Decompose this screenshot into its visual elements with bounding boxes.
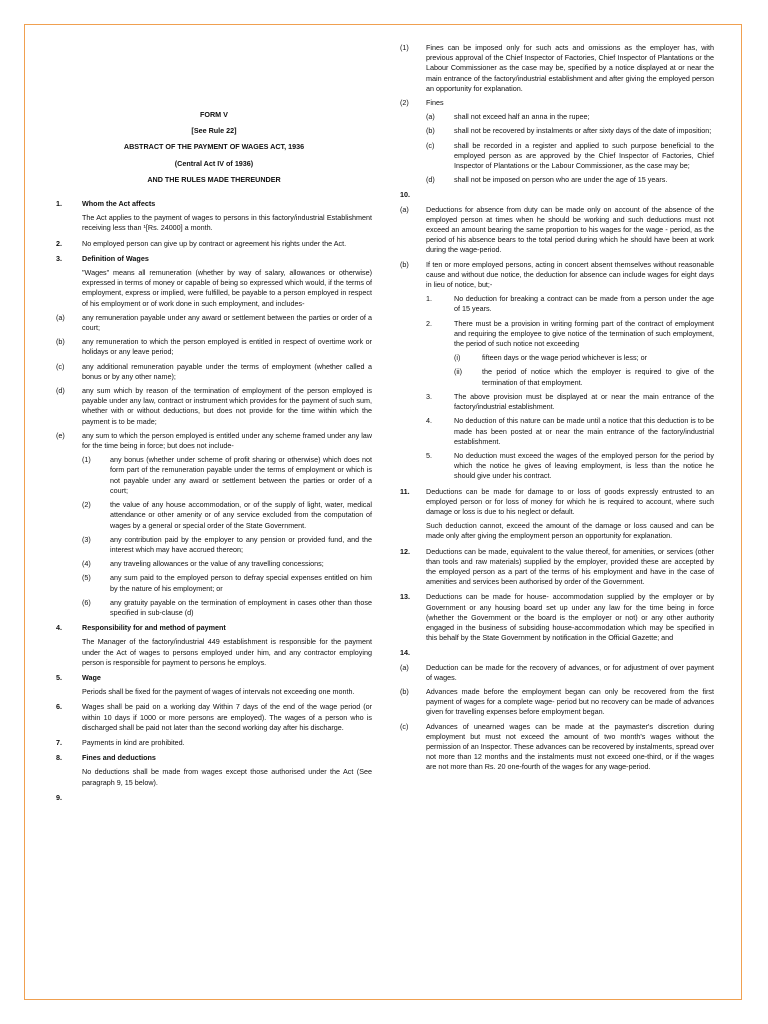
section-14 [400,648,714,658]
document-title: ABSTRACT OF THE PAYMENT OF WAGES ACT, 1936 [123,142,305,152]
section-number: 6. [56,702,62,712]
list-item [426,319,714,350]
item-label: 4. [426,416,432,426]
section-10b [400,260,714,291]
rule-reference: [See Rule 22] [191,126,237,136]
section-number: 2. [56,238,62,248]
section-10 [400,190,714,200]
item-text: No deduction of this nature can be made until a notice that this deduction is to be made has been posted at or near the main entrance of the factory/industrial establishment. [454,416,714,446]
section-8 [56,753,372,788]
section-text: Such deduction cannot, exceed the amount of the damage or loss caused and can be made only after giving the employment person an opportunity for explanation. [426,521,714,541]
item-text: There must be a provision in writing forming part of the contract of employment and requiring the employee to give notice of the termination of such employment, the period of such notice not exceeding [454,318,714,349]
list-item [56,313,372,333]
section-title: Responsibility for and method of payment [82,623,226,633]
list-item [426,141,714,172]
item-label: 3. [426,391,432,401]
list-item [454,367,714,387]
item-text: any sum to which the person employed is entitled under any scheme framed under any law for the time being in force; but does not include- [82,430,372,451]
section-title: Fines and deductions [82,753,156,763]
section-number: 1. [56,199,62,209]
section-title: Definition of Wages [82,253,149,263]
list-item [426,294,714,314]
item-label: (d) [426,175,435,185]
section-number: 7. [56,737,62,747]
section-10a [400,205,714,256]
wage-exclusions-list [82,455,372,618]
section-number: 13. [400,592,410,602]
list-item [56,362,372,382]
section-11 [400,487,714,542]
list-item [82,500,372,531]
item-label: 5. [426,450,432,460]
section-number: 8. [56,753,62,763]
item-label: (a) [56,312,65,322]
list-item [400,663,714,683]
section-1 [56,199,372,234]
section-number: 11. [400,486,410,496]
item-text: any remuneration to which the person employed is entitled in respect of overtime work or holidays or any leave period; [82,337,372,357]
item-text: any traveling allowances or the value of any travelling concessions; [110,559,324,569]
item-text: fifteen days or the wage period whichever is less; or [482,353,647,363]
list-item [400,687,714,718]
section-text: Wages shall be paid on a working day Within 7 days of the end of the wage period (or within 10 days if 1000 or more persons are employed). The wages of a person who is discharged shall be paid not later than the second working day after his discharge. [82,702,372,732]
list-item [426,126,714,136]
list-item [56,431,372,451]
item-label: (ii) [454,367,462,377]
item-label: (a) [400,204,409,214]
list-item [82,598,372,618]
list-item [82,535,372,555]
item-text: Fines [426,98,444,108]
section-text: Deductions can be made, equivalent to the value thereof, for amenities, or services (other than tools and raw materials) supplied by the employer, provided these are accepted by the employed person as a part of the terms of his employment and have in the case of amenities and services been authorised by order of the Government. [426,546,714,587]
section-text: No deductions shall be made from wages except those authorised under the Act (See paragraph 9, 15 below). [82,767,372,787]
section-2 [56,239,372,249]
fines-clause-2 [400,98,714,108]
section-text: "Wages" means all remuneration (whether by way of salary, allowances or otherwise) expressed in terms of money or capable of being so expressed which would, if the terms of employment, express or implied, were fulfilled, be payable to a person employed in respect of his employment or of work done in such employment, and includes- [82,268,372,308]
item-label: (i) [454,353,461,363]
section-number: 12. [400,546,410,556]
item-text: the value of any house accommodation, or of the supply of light, water, medical attendance or other amenity or of any service excluded from the computation of wages by a general or special order of the State Government. [110,500,372,530]
item-label: (2) [82,500,91,510]
section-5 [56,673,372,697]
item-text: No deduction for breaking a contract can be made from a person under the age of 15 years. [454,294,714,314]
section-text: The Manager of the factory/industrial 449 establishment is responsible for the payment under the Act of wages to persons employed under him, and any contractor employing person is responsible for payment to persons he employs. [82,637,372,667]
section-text: Deductions can be made for house- accommodation supplied by the employer or by Government or any housing board set up under any law for the time being in force (whether the Government or the board is the employer or not) or any other authority engaged in the business of subsiding house-accommodation which may be specified in this behalf by the State Government by notification in the Official Gazette; and [426,592,714,643]
item-label: (b) [400,259,409,269]
item-label: (b) [426,126,435,136]
item-label: (2) [400,98,409,108]
fines-clause-1 [400,43,714,94]
item-label: (4) [82,559,91,569]
item-label: (1) [400,43,409,52]
section-3 [56,254,372,309]
section-number: 9. [56,792,62,802]
item-text: Fines can be imposed only for such acts and omissions as the employer has, with previous approval of the Chief Inspector of Factories, Chief Inspector of Plantations or the Labour Commissioner as the case may be, specified by a notice displayed at or near the main entrance of the factory/industrial establishment and after giving the employed person an opportunity for explanation. [426,43,714,93]
right-column [400,43,714,773]
list-item [56,386,372,427]
list-item [82,573,372,593]
section-number: 4. [56,623,62,633]
item-label: (c) [400,721,409,731]
item-label: (b) [400,686,409,696]
item-label: (a) [426,112,435,122]
section-9 [56,793,372,803]
form-number: FORM V [200,110,228,119]
item-text: shall not exceed half an anna in the rupee; [454,112,590,122]
contract-rules-list [426,294,714,481]
list-item [426,416,714,447]
section-title: Wage [82,672,101,682]
list-item [400,722,714,773]
item-label: (d) [56,386,65,396]
item-label: (e) [56,430,65,440]
section-number: 5. [56,672,62,682]
section-text: Periods shall be fixed for the payment of wages of intervals not exceeding one month. [82,687,355,697]
section-12 [400,547,714,588]
notice-period-list [454,353,714,388]
item-text: any gratuity payable on the termination of employment in cases other than those specified in sub-clause (d) [110,597,372,617]
fines-list [426,112,714,185]
section-title: Whom the Act affects [82,199,156,209]
item-label: (a) [400,662,409,672]
item-text: any sum which by reason of the termination of employment of the person employed is payable under any law, contract or instrument which provides for the payment of such sum, whether with or without deductions, but does not provide for the time within which the payment is to be made; [82,386,372,426]
section-6 [56,702,372,733]
item-text: the period of notice which the employer is required to give of the termination of that employment. [482,367,714,387]
section-number: 14. [400,648,410,658]
list-item [56,337,372,357]
item-text: The above provision must be displayed at or near the main entrance of the factory/industrial establishment. [454,391,714,412]
item-text: If ten or more employed persons, acting in concert absent themselves without reasonable cause and without due notice, the deduction for absence can include wages for eight days in lieu of notice, but;- [426,259,714,290]
section-number: 3. [56,253,62,263]
item-label: (5) [82,573,91,583]
act-reference: (Central Act IV of 1936) [174,158,254,168]
item-label: (c) [56,361,65,371]
section-13 [400,592,714,643]
section-text: Deductions can be made for damage to or loss of goods expressly entrusted to an employed person or for loss of money for which he is required to account, where such damage or loss is due to his neglect or default. [426,486,714,516]
section-number: 10. [400,190,410,200]
list-item [426,112,714,122]
item-text: No deduction must exceed the wages of the employed person for the period by which the notice he gives of leaving employment, is less than the notice he should give under his contract. [454,450,714,481]
left-column [56,110,372,803]
section-text: The Act applies to the payment of wages to persons in this factory/industrial Establishment receiving less than ¹[Rs. 24000] a month. [82,213,372,233]
item-text: any additional remuneration payable under the terms of employment (whether called a bonus or by any other name); [82,361,372,381]
item-label: (6) [82,597,91,607]
item-text: shall be recorded in a register and applied to such purpose beneficial to the employed person as are approved by the Chief Inspector of Factories, Chief Inspector of Plantations or the Labour Commissioner, as the case may be; [454,140,714,171]
item-label: (c) [426,140,435,150]
item-text: any remuneration payable under any award or settlement between the parties or order of a court; [82,312,372,333]
advances-list [400,663,714,773]
item-text: Advances made before the employment began can only be recovered from the first payment of wages for a complete wage- period but no recovery can be made of advances given for travelling expenses before employment began. [426,686,714,717]
item-text: Deductions for absence from duty can be made only on account of the absence of the employed person at times when he should be working and such deductions must not exceed an amount bearing the same proportion to his wages for the wage - period, as the period of his absence bears to the total period during which he should have been at work during the wage-period. [426,204,714,255]
section-text: Payments in kind are prohibited. [82,737,185,747]
item-label: (b) [56,337,65,347]
item-label: 1. [426,294,432,304]
list-item [82,455,372,496]
rules-subtitle: AND THE RULES MADE THEREUNDER [147,174,281,184]
item-text: any contribution paid by the employer to any pension or provided fund, and the interest which may have accrued thereon; [110,534,372,554]
item-text: Deduction can be made for the recovery of advances, or for adjustment of over payment of wages. [426,662,714,682]
item-text: shall not be recovered by instalments or after sixty days of the date of imposition; [454,126,712,136]
list-item [454,353,714,363]
item-label: (3) [82,534,91,544]
list-item [426,175,714,185]
item-text: any sum paid to the employed person to defray special expenses entitled on him by the nature of his employment; or [110,573,372,593]
wage-inclusions-list [56,313,372,451]
item-label: (1) [82,455,91,465]
item-text: any bonus (whether under scheme of profit sharing or otherwise) which does not form part of the remuneration payable under the terms of employment or which is not payable under any award or settlement between the parties or order of a court; [110,455,372,495]
section-7 [56,738,372,748]
list-item [82,559,372,569]
section-4 [56,623,372,668]
list-item [426,392,714,412]
item-label: 2. [426,318,432,328]
item-text: Advances of unearned wages can be made at the paymaster's discretion during employment but must not exceed the amount of two month's wages without the permission of an Inspector. These advances can be recovered by instalments, spread over not more than 12 months and the instalments must not exceed one-third, or if the wages are not more than Rs. 20 one-fourth of the wages for any wage-period. [426,721,714,772]
list-item [426,451,714,482]
section-text: No employed person can give up by contract or agreement his rights under the Act. [82,238,347,248]
item-text: shall not be imposed on person who are under the age of 15 years. [454,175,668,185]
